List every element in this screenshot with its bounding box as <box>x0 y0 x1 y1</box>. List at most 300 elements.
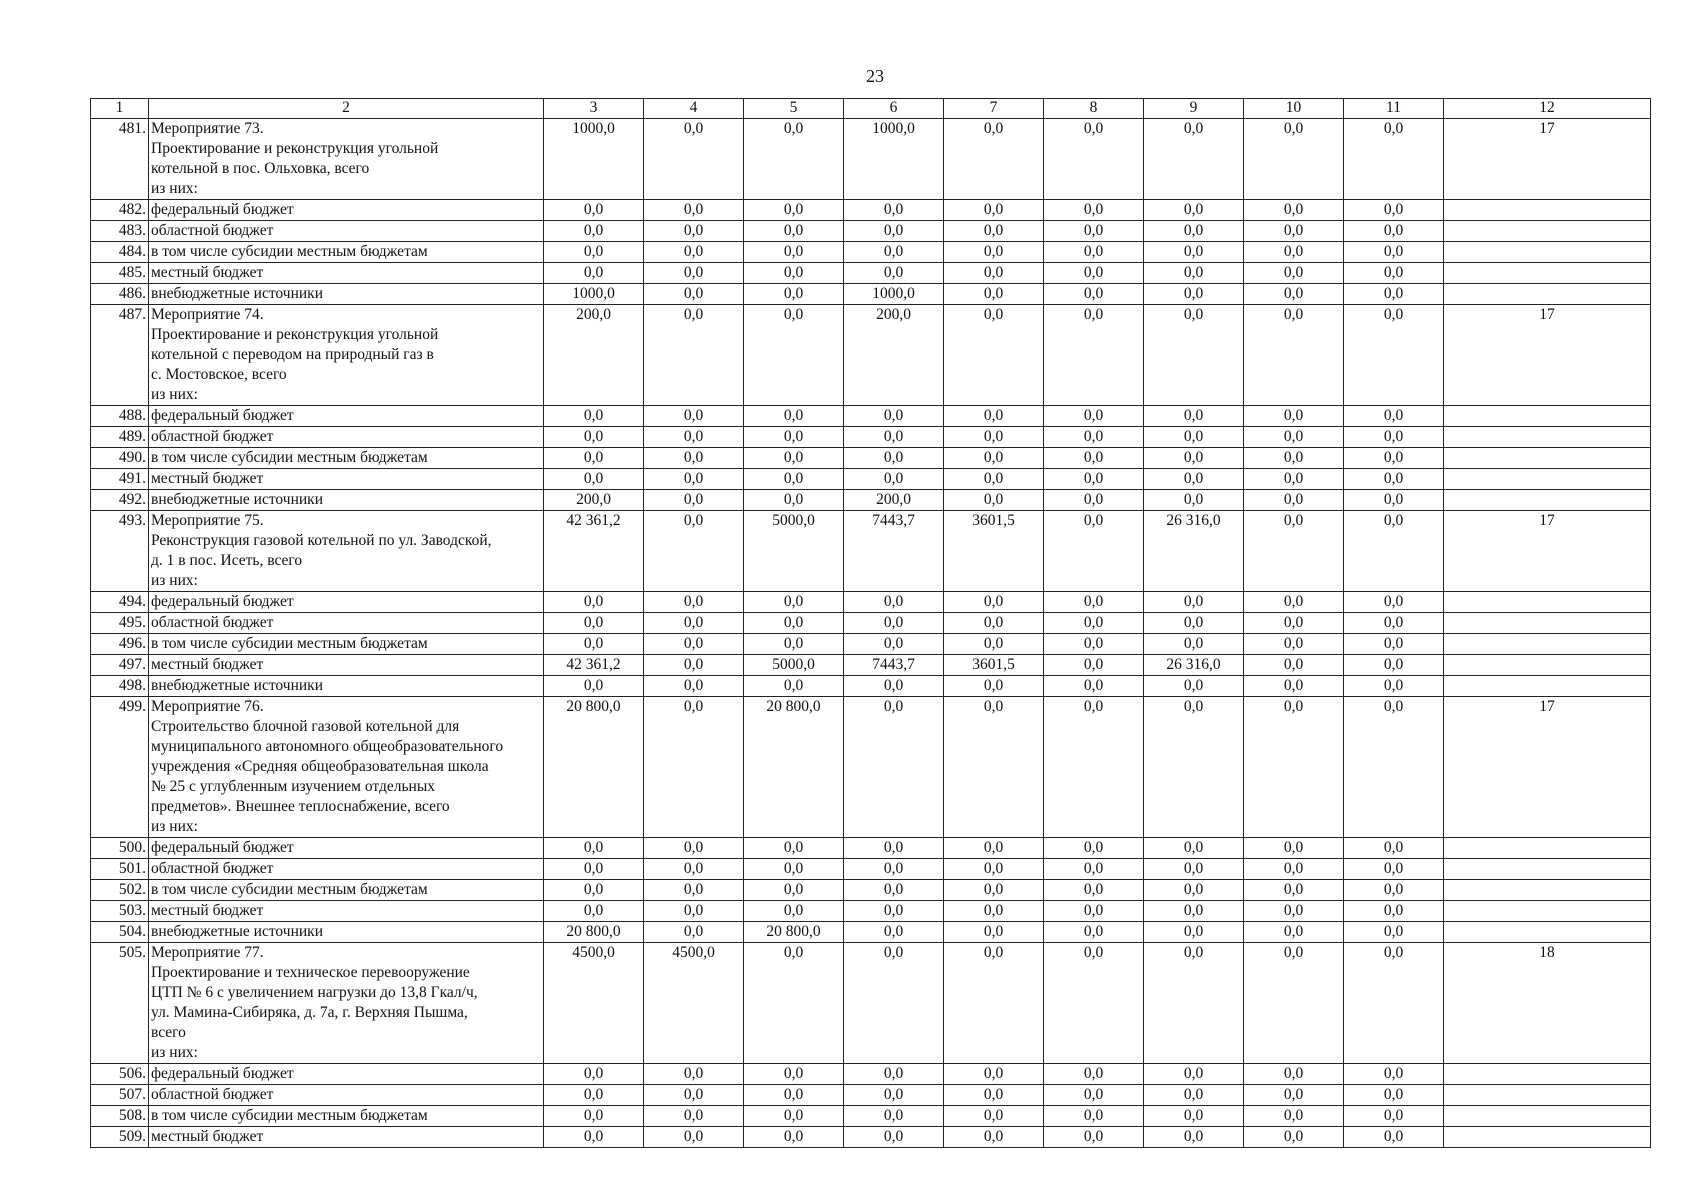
amount-cell: 0,0 <box>944 406 1044 427</box>
amount-cell: 0,0 <box>744 613 844 634</box>
amount-cell: 0,0 <box>1144 469 1244 490</box>
amount-cell: 0,0 <box>1244 838 1344 859</box>
row-number: 487. <box>91 305 149 406</box>
row-description: внебюджетные источники <box>149 490 544 511</box>
amount-cell: 200,0 <box>844 305 944 406</box>
table-row <box>91 697 1651 838</box>
amount-cell: 0,0 <box>1344 922 1444 943</box>
amount-cell: 0,0 <box>544 263 644 284</box>
amount-cell <box>1444 634 1651 655</box>
amount-cell: 0,0 <box>1244 305 1344 406</box>
amount-cell: 0,0 <box>1344 305 1444 406</box>
amount-cell <box>1444 1106 1651 1127</box>
amount-cell: 0,0 <box>844 697 944 838</box>
row-number: 481. <box>91 119 149 200</box>
amount-cell: 0,0 <box>1344 284 1444 305</box>
table-row <box>91 901 1651 922</box>
row-description: областной бюджет <box>149 427 544 448</box>
amount-cell: 0,0 <box>1044 634 1144 655</box>
amount-cell: 0,0 <box>1244 880 1344 901</box>
amount-cell: 0,0 <box>744 634 844 655</box>
amount-cell <box>1444 676 1651 697</box>
row-description: внебюджетные источники <box>149 676 544 697</box>
table-row <box>91 406 1651 427</box>
amount-cell: 0,0 <box>644 469 744 490</box>
amount-cell: 0,0 <box>1144 221 1244 242</box>
amount-cell: 0,0 <box>744 448 844 469</box>
amount-cell: 0,0 <box>544 676 644 697</box>
amount-cell <box>1444 242 1651 263</box>
amount-cell: 0,0 <box>1244 490 1344 511</box>
amount-cell: 0,0 <box>844 1127 944 1148</box>
amount-cell: 0,0 <box>1244 448 1344 469</box>
amount-cell: 0,0 <box>744 676 844 697</box>
amount-cell: 0,0 <box>1244 592 1344 613</box>
amount-cell: 0,0 <box>544 1127 644 1148</box>
amount-cell: 0,0 <box>944 305 1044 406</box>
amount-cell: 0,0 <box>1344 655 1444 676</box>
amount-cell: 0,0 <box>944 490 1044 511</box>
amount-cell: 0,0 <box>1344 676 1444 697</box>
amount-cell: 0,0 <box>1044 448 1144 469</box>
amount-cell <box>1444 263 1651 284</box>
amount-cell <box>1444 427 1651 448</box>
amount-cell: 0,0 <box>644 697 744 838</box>
amount-cell: 0,0 <box>544 613 644 634</box>
row-description: областной бюджет <box>149 859 544 880</box>
amount-cell: 0,0 <box>1344 406 1444 427</box>
amount-cell: 0,0 <box>1244 469 1344 490</box>
amount-cell: 0,0 <box>844 634 944 655</box>
amount-cell: 0,0 <box>1044 676 1144 697</box>
amount-cell: 0,0 <box>844 427 944 448</box>
amount-cell: 0,0 <box>1144 427 1244 448</box>
amount-cell: 0,0 <box>844 613 944 634</box>
amount-cell: 7443,7 <box>844 655 944 676</box>
amount-cell <box>1444 284 1651 305</box>
amount-cell <box>1444 880 1651 901</box>
amount-cell: 5000,0 <box>744 511 844 592</box>
amount-cell: 0,0 <box>1044 119 1144 200</box>
amount-cell: 0,0 <box>1044 838 1144 859</box>
table-row <box>91 511 1651 592</box>
amount-cell: 0,0 <box>544 242 644 263</box>
amount-cell: 0,0 <box>944 838 1044 859</box>
row-description: Мероприятие 74. Проектирование и реконструкция угольной котельной с переводом на природный газ в с. Мостовское, всего из них: <box>149 305 544 406</box>
row-description: в том числе субсидии местным бюджетам <box>149 1106 544 1127</box>
amount-cell <box>1444 901 1651 922</box>
table-row <box>91 838 1651 859</box>
amount-cell: 0,0 <box>644 634 744 655</box>
amount-cell: 0,0 <box>944 859 1044 880</box>
row-number: 488. <box>91 406 149 427</box>
amount-cell: 0,0 <box>1244 943 1344 1064</box>
amount-cell: 0,0 <box>1144 922 1244 943</box>
row-number: 507. <box>91 1085 149 1106</box>
amount-cell: 0,0 <box>644 490 744 511</box>
table-row <box>91 469 1651 490</box>
amount-cell: 0,0 <box>1144 901 1244 922</box>
amount-cell: 0,0 <box>1044 943 1144 1064</box>
amount-cell: 0,0 <box>1344 200 1444 221</box>
amount-cell: 0,0 <box>1044 469 1144 490</box>
row-description: областной бюджет <box>149 1085 544 1106</box>
row-number: 495. <box>91 613 149 634</box>
amount-cell: 0,0 <box>944 634 1044 655</box>
row-number: 500. <box>91 838 149 859</box>
row-description: областной бюджет <box>149 613 544 634</box>
amount-cell: 0,0 <box>1344 943 1444 1064</box>
amount-cell: 0,0 <box>1044 655 1144 676</box>
amount-cell: 0,0 <box>1344 119 1444 200</box>
amount-cell: 0,0 <box>944 263 1044 284</box>
amount-cell: 0,0 <box>844 1085 944 1106</box>
amount-cell: 0,0 <box>1044 263 1144 284</box>
amount-cell: 7443,7 <box>844 511 944 592</box>
table-row <box>91 676 1651 697</box>
amount-cell: 0,0 <box>1244 263 1344 284</box>
amount-cell: 0,0 <box>1244 406 1344 427</box>
amount-cell: 0,0 <box>1144 1085 1244 1106</box>
amount-cell: 0,0 <box>1044 221 1144 242</box>
amount-cell: 0,0 <box>1144 880 1244 901</box>
table-row <box>91 859 1651 880</box>
amount-cell: 0,0 <box>944 242 1044 263</box>
amount-cell: 0,0 <box>1044 901 1144 922</box>
row-description: местный бюджет <box>149 469 544 490</box>
amount-cell: 200,0 <box>544 490 644 511</box>
table-row <box>91 943 1651 1064</box>
amount-cell: 0,0 <box>1344 1064 1444 1085</box>
row-number: 508. <box>91 1106 149 1127</box>
amount-cell: 0,0 <box>744 880 844 901</box>
amount-cell: 20 800,0 <box>744 922 844 943</box>
column-number-5: 5 <box>744 99 844 119</box>
amount-cell: 0,0 <box>944 221 1044 242</box>
amount-cell: 0,0 <box>1244 119 1344 200</box>
amount-cell <box>1444 592 1651 613</box>
amount-cell: 0,0 <box>1344 859 1444 880</box>
amount-cell: 0,0 <box>844 221 944 242</box>
column-number-7: 7 <box>944 99 1044 119</box>
amount-cell: 0,0 <box>744 469 844 490</box>
amount-cell: 0,0 <box>544 880 644 901</box>
amount-cell: 0,0 <box>1344 490 1444 511</box>
row-number: 493. <box>91 511 149 592</box>
amount-cell: 0,0 <box>1244 284 1344 305</box>
table-row <box>91 200 1651 221</box>
amount-cell: 0,0 <box>644 613 744 634</box>
amount-cell: 0,0 <box>1144 838 1244 859</box>
amount-cell: 0,0 <box>844 263 944 284</box>
amount-cell: 0,0 <box>644 676 744 697</box>
amount-cell: 0,0 <box>744 943 844 1064</box>
amount-cell: 0,0 <box>1144 1127 1244 1148</box>
amount-cell: 0,0 <box>644 242 744 263</box>
amount-cell: 0,0 <box>944 448 1044 469</box>
row-description: федеральный бюджет <box>149 592 544 613</box>
amount-cell: 0,0 <box>1244 1085 1344 1106</box>
table-row <box>91 448 1651 469</box>
column-number-1: 1 <box>91 99 149 119</box>
amount-cell <box>1444 1064 1651 1085</box>
amount-cell: 18 <box>1444 943 1651 1064</box>
amount-cell: 0,0 <box>644 655 744 676</box>
table-row <box>91 1085 1651 1106</box>
amount-cell: 0,0 <box>1244 697 1344 838</box>
amount-cell: 0,0 <box>744 119 844 200</box>
amount-cell: 0,0 <box>1044 1085 1144 1106</box>
row-number: 509. <box>91 1127 149 1148</box>
amount-cell: 0,0 <box>1044 859 1144 880</box>
amount-cell: 0,0 <box>1044 1127 1144 1148</box>
amount-cell: 0,0 <box>544 448 644 469</box>
amount-cell: 0,0 <box>644 221 744 242</box>
amount-cell: 0,0 <box>944 943 1044 1064</box>
amount-cell: 0,0 <box>644 305 744 406</box>
row-description: областной бюджет <box>149 221 544 242</box>
amount-cell: 0,0 <box>1344 263 1444 284</box>
amount-cell: 0,0 <box>1144 676 1244 697</box>
table-row <box>91 242 1651 263</box>
amount-cell: 0,0 <box>644 406 744 427</box>
amount-cell: 0,0 <box>744 901 844 922</box>
amount-cell: 0,0 <box>1244 676 1344 697</box>
amount-cell: 0,0 <box>644 448 744 469</box>
amount-cell: 0,0 <box>844 676 944 697</box>
amount-cell: 0,0 <box>844 880 944 901</box>
table-row <box>91 305 1651 406</box>
amount-cell: 0,0 <box>944 1106 1044 1127</box>
amount-cell: 0,0 <box>744 305 844 406</box>
table-row <box>91 221 1651 242</box>
amount-cell: 0,0 <box>944 922 1044 943</box>
amount-cell: 1000,0 <box>544 119 644 200</box>
amount-cell: 0,0 <box>544 838 644 859</box>
amount-cell: 200,0 <box>544 305 644 406</box>
amount-cell: 0,0 <box>944 200 1044 221</box>
amount-cell: 0,0 <box>1044 1064 1144 1085</box>
amount-cell <box>1444 922 1651 943</box>
amount-cell <box>1444 859 1651 880</box>
column-number-6: 6 <box>844 99 944 119</box>
amount-cell: 0,0 <box>1244 1127 1344 1148</box>
amount-cell: 0,0 <box>1044 511 1144 592</box>
amount-cell: 0,0 <box>844 943 944 1064</box>
amount-cell: 0,0 <box>644 1064 744 1085</box>
amount-cell <box>1444 200 1651 221</box>
amount-cell: 0,0 <box>1244 1064 1344 1085</box>
amount-cell: 0,0 <box>944 1064 1044 1085</box>
amount-cell: 0,0 <box>1344 427 1444 448</box>
amount-cell: 0,0 <box>1244 634 1344 655</box>
amount-cell: 0,0 <box>1044 305 1144 406</box>
row-number: 502. <box>91 880 149 901</box>
amount-cell: 0,0 <box>944 697 1044 838</box>
amount-cell: 0,0 <box>1144 1064 1244 1085</box>
amount-cell: 0,0 <box>844 922 944 943</box>
page-number: 23 <box>866 66 884 86</box>
amount-cell: 0,0 <box>1344 697 1444 838</box>
amount-cell: 0,0 <box>944 901 1044 922</box>
table-row <box>91 490 1651 511</box>
row-number: 490. <box>91 448 149 469</box>
amount-cell: 0,0 <box>544 406 644 427</box>
row-description: местный бюджет <box>149 263 544 284</box>
amount-cell: 0,0 <box>744 1064 844 1085</box>
row-description: Мероприятие 73. Проектирование и реконструкция угольной котельной в пос. Ольховка, всего из них: <box>149 119 544 200</box>
row-description: в том числе субсидии местным бюджетам <box>149 448 544 469</box>
amount-cell: 0,0 <box>1244 427 1344 448</box>
amount-cell: 0,0 <box>1344 221 1444 242</box>
amount-cell: 0,0 <box>544 469 644 490</box>
table-row <box>91 119 1651 200</box>
amount-cell: 0,0 <box>944 1085 1044 1106</box>
amount-cell: 0,0 <box>644 901 744 922</box>
amount-cell: 0,0 <box>844 406 944 427</box>
row-description: в том числе субсидии местным бюджетам <box>149 880 544 901</box>
row-number: 504. <box>91 922 149 943</box>
amount-cell: 0,0 <box>1044 242 1144 263</box>
amount-cell: 0,0 <box>1044 490 1144 511</box>
amount-cell: 1000,0 <box>844 284 944 305</box>
amount-cell: 0,0 <box>844 592 944 613</box>
table-row <box>91 592 1651 613</box>
amount-cell: 0,0 <box>1144 200 1244 221</box>
amount-cell: 0,0 <box>544 859 644 880</box>
amount-cell: 0,0 <box>944 119 1044 200</box>
row-number: 497. <box>91 655 149 676</box>
amount-cell: 0,0 <box>1044 592 1144 613</box>
amount-cell: 20 800,0 <box>544 697 644 838</box>
amount-cell: 0,0 <box>644 511 744 592</box>
amount-cell: 0,0 <box>1344 469 1444 490</box>
amount-cell: 0,0 <box>1144 859 1244 880</box>
amount-cell: 0,0 <box>944 592 1044 613</box>
table-row <box>91 1106 1651 1127</box>
amount-cell: 0,0 <box>1244 1106 1344 1127</box>
amount-cell <box>1444 490 1651 511</box>
row-description: федеральный бюджет <box>149 838 544 859</box>
row-number: 484. <box>91 242 149 263</box>
amount-cell: 0,0 <box>644 859 744 880</box>
amount-cell: 0,0 <box>1144 284 1244 305</box>
row-description: внебюджетные источники <box>149 284 544 305</box>
row-description: в том числе субсидии местным бюджетам <box>149 242 544 263</box>
row-description: федеральный бюджет <box>149 1064 544 1085</box>
row-description: федеральный бюджет <box>149 406 544 427</box>
amount-cell: 0,0 <box>944 284 1044 305</box>
amount-cell: 0,0 <box>844 448 944 469</box>
amount-cell: 0,0 <box>744 284 844 305</box>
amount-cell: 0,0 <box>1144 943 1244 1064</box>
row-description: в том числе субсидии местным бюджетам <box>149 634 544 655</box>
amount-cell: 0,0 <box>1244 922 1344 943</box>
amount-cell: 0,0 <box>744 221 844 242</box>
amount-cell <box>1444 655 1651 676</box>
amount-cell: 0,0 <box>544 427 644 448</box>
amount-cell: 0,0 <box>644 880 744 901</box>
amount-cell: 0,0 <box>544 1085 644 1106</box>
amount-cell: 0,0 <box>844 1106 944 1127</box>
row-number: 505. <box>91 943 149 1064</box>
amount-cell <box>1444 613 1651 634</box>
row-number: 489. <box>91 427 149 448</box>
amount-cell: 0,0 <box>944 880 1044 901</box>
amount-cell: 42 361,2 <box>544 511 644 592</box>
row-description: местный бюджет <box>149 1127 544 1148</box>
row-number: 485. <box>91 263 149 284</box>
amount-cell: 0,0 <box>1044 200 1144 221</box>
row-number: 492. <box>91 490 149 511</box>
amount-cell: 1000,0 <box>544 284 644 305</box>
amount-cell: 0,0 <box>1144 263 1244 284</box>
amount-cell: 17 <box>1444 305 1651 406</box>
amount-cell <box>1444 469 1651 490</box>
column-number-10: 10 <box>1244 99 1344 119</box>
amount-cell: 0,0 <box>644 263 744 284</box>
table-row <box>91 1064 1651 1085</box>
amount-cell: 0,0 <box>744 427 844 448</box>
amount-cell: 0,0 <box>544 1106 644 1127</box>
table-row <box>91 284 1651 305</box>
amount-cell: 0,0 <box>744 406 844 427</box>
amount-cell: 0,0 <box>1344 511 1444 592</box>
amount-cell: 0,0 <box>744 490 844 511</box>
amount-cell: 17 <box>1444 511 1651 592</box>
table-row <box>91 655 1651 676</box>
amount-cell: 0,0 <box>544 1064 644 1085</box>
table-row <box>91 922 1651 943</box>
row-number: 498. <box>91 676 149 697</box>
amount-cell: 42 361,2 <box>544 655 644 676</box>
amount-cell: 0,0 <box>1144 119 1244 200</box>
amount-cell: 0,0 <box>944 1127 1044 1148</box>
row-number: 483. <box>91 221 149 242</box>
amount-cell: 0,0 <box>1344 1106 1444 1127</box>
amount-cell: 0,0 <box>644 592 744 613</box>
amount-cell: 3601,5 <box>944 511 1044 592</box>
amount-cell: 0,0 <box>1344 613 1444 634</box>
table-row <box>91 634 1651 655</box>
row-description: Мероприятие 75. Реконструкция газовой котельной по ул. Заводской, д. 1 в пос. Исеть, всего из них: <box>149 511 544 592</box>
amount-cell: 0,0 <box>1144 592 1244 613</box>
row-description: федеральный бюджет <box>149 200 544 221</box>
amount-cell: 0,0 <box>644 1085 744 1106</box>
amount-cell: 0,0 <box>1044 613 1144 634</box>
amount-cell: 0,0 <box>744 1127 844 1148</box>
column-number-11: 11 <box>1344 99 1444 119</box>
amount-cell: 0,0 <box>1344 901 1444 922</box>
row-number: 494. <box>91 592 149 613</box>
amount-cell: 0,0 <box>844 200 944 221</box>
amount-cell: 0,0 <box>1144 613 1244 634</box>
amount-cell: 0,0 <box>744 859 844 880</box>
amount-cell: 200,0 <box>844 490 944 511</box>
amount-cell: 20 800,0 <box>744 697 844 838</box>
column-number-3: 3 <box>544 99 644 119</box>
amount-cell: 0,0 <box>1044 427 1144 448</box>
amount-cell <box>1444 221 1651 242</box>
amount-cell: 0,0 <box>744 592 844 613</box>
amount-cell: 0,0 <box>944 427 1044 448</box>
table-row <box>91 880 1651 901</box>
table-row <box>91 263 1651 284</box>
amount-cell <box>1444 1085 1651 1106</box>
amount-cell <box>1444 838 1651 859</box>
amount-cell: 0,0 <box>1144 634 1244 655</box>
row-number: 499. <box>91 697 149 838</box>
